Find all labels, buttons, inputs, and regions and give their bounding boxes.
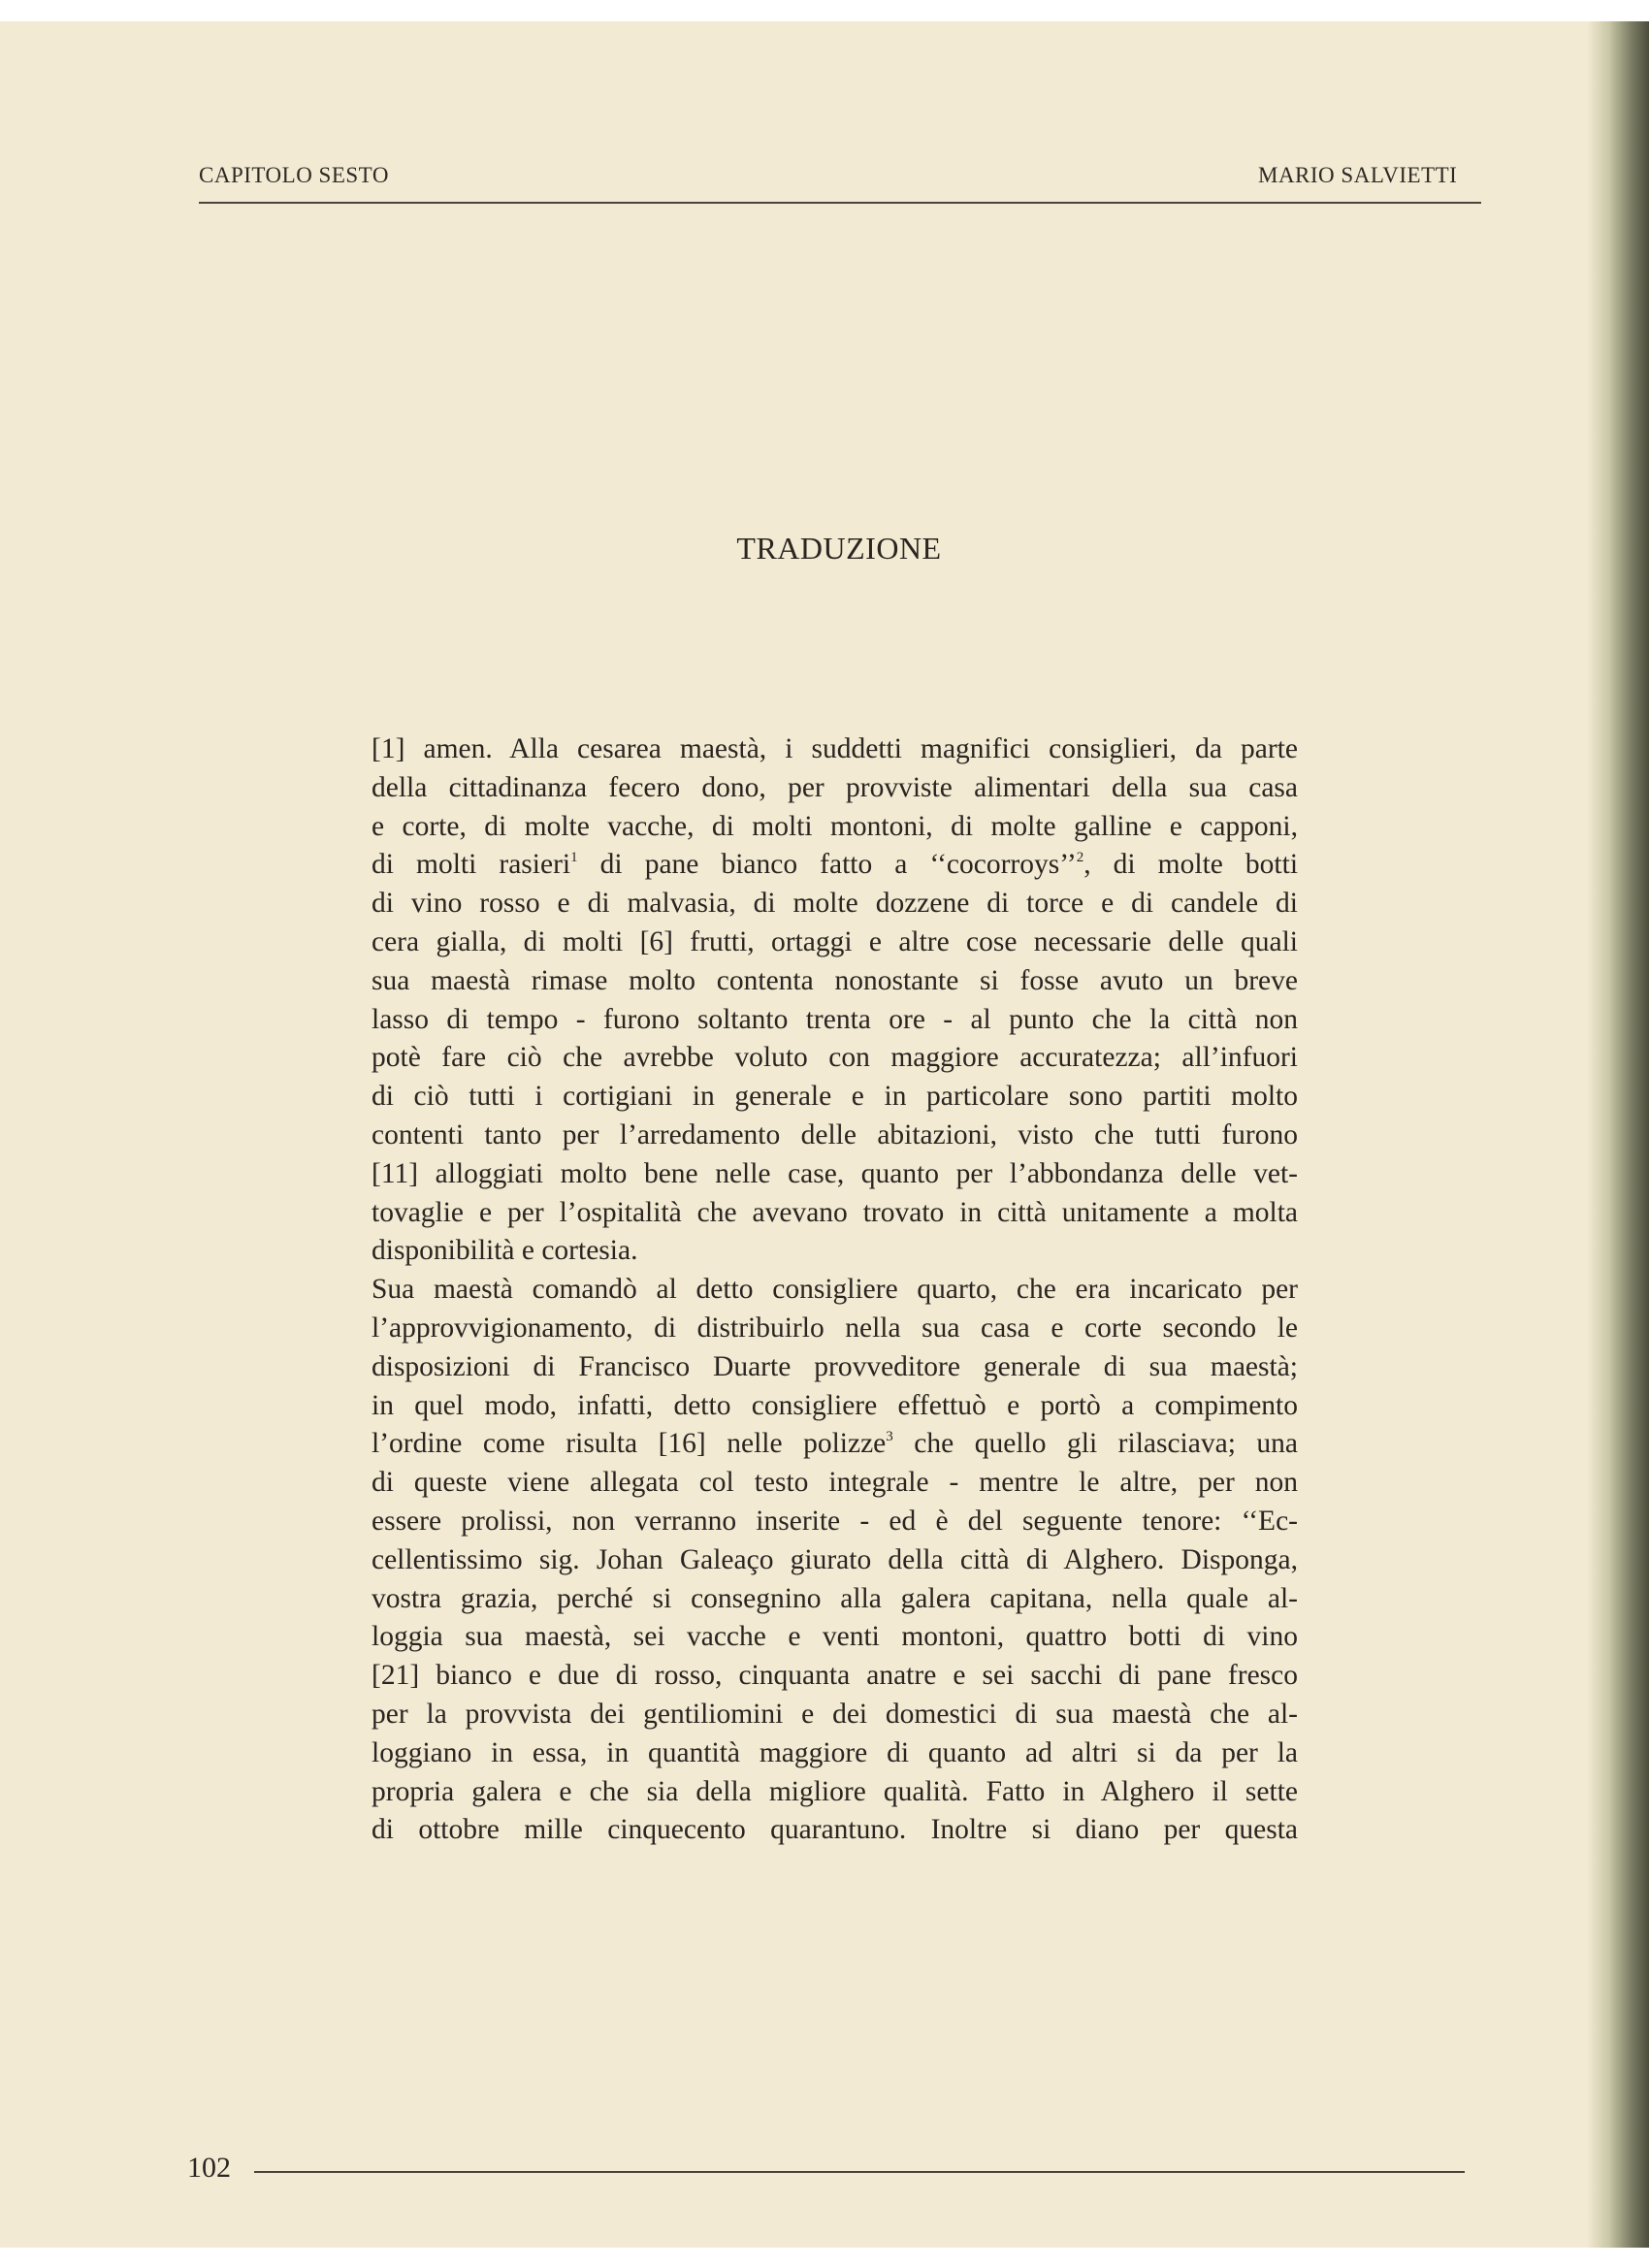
text-line: disposizioni di Francisco Duarte provveditore generale di sua maestà; <box>372 1350 1298 1382</box>
translation-body <box>372 730 1298 1850</box>
text-segment: che quello gli rilasciava; una <box>914 1428 1299 1460</box>
text-line: in quel modo, infatti, detto consigliere effettuò e portò a compimento <box>372 1389 1298 1421</box>
footnote-marker: 1 <box>570 850 578 866</box>
text-line: loggia sua maestà, sei vacche e venti montoni, quattro botti di vino <box>372 1621 1298 1653</box>
text-line: contenti tanto per l’arredamento delle abitazioni, visto che tutti furono <box>372 1118 1298 1150</box>
page-gutter-shadow <box>1587 21 1649 2248</box>
footnote-marker: 2 <box>1076 850 1084 866</box>
text-line: l’approvvigionamento, di distribuirlo nella sua casa e corte secondo le <box>372 1312 1298 1344</box>
text-line: cellentissimo sig. Johan Galeaço giurato della città di Alghero. Disponga, <box>372 1543 1298 1575</box>
text-line: disponibilità e cortesia. <box>372 1235 638 1267</box>
text-line: potè fare ciò che avrebbe voluto con maggiore accuratezza; all’infuori <box>372 1042 1298 1074</box>
text-line: vostra grazia, perché si consegnino alla galera capitana, nella quale al- <box>372 1582 1298 1614</box>
text-segment: l’ordine come risulta [16] nelle polizze <box>372 1428 887 1460</box>
text-line: Sua maestà comandò al detto consigliere quarto, che era incaricato per <box>372 1274 1298 1306</box>
text-line: di ottobre mille cinquecento quarantuno. Inoltre si diano per questa <box>372 1814 1298 1846</box>
text-line <box>372 1425 1298 1464</box>
text-line: di queste viene allegata col testo integrale - mentre le altre, per non <box>372 1467 1298 1499</box>
text-line: cera gialla, di molti [6] frutti, ortaggi e altre cose necessarie delle quali <box>372 925 1298 957</box>
text-line: della cittadinanza fecero dono, per provviste alimentari della sua casa <box>372 771 1298 803</box>
text-line <box>372 846 1298 885</box>
text-segment: di molti rasieri <box>372 849 571 881</box>
text-line: [1] amen. Alla cesarea maestà, i suddetti magnifici consiglieri, da parte <box>372 733 1298 764</box>
text-line: di vino rosso e di malvasia, di molte dozzene di torce e di candele di <box>372 888 1298 920</box>
text-line: essere prolissi, non verranno inserite - ed è del seguente tenore: ‘‘Ec- <box>372 1505 1298 1537</box>
footnote-marker: 3 <box>886 1429 893 1445</box>
text-line: lasso di tempo - furono soltanto trenta ore - al punto che la città non <box>372 1003 1298 1035</box>
text-line: sua maestà rimase molto contenta nonostante si fosse avuto un breve <box>372 964 1298 996</box>
footer-rule <box>254 2171 1465 2173</box>
text-line: [11] alloggiati molto bene nelle case, quanto per l’abbondanza delle vet- <box>372 1157 1298 1189</box>
text-line: [21] bianco e due di rosso, cinquanta anatre e sei sacchi di pane fresco <box>372 1660 1298 1692</box>
running-head-chapter: CAPITOLO SESTO <box>199 163 389 187</box>
text-line: propria galera e che sia della migliore qualità. Fatto in Alghero il sette <box>372 1775 1298 1807</box>
text-line: tovaglie e per l’ospitalità che avevano trovato in città unitamente a molta <box>372 1196 1298 1228</box>
page-number: 102 <box>187 2152 231 2184</box>
text-segment: , di molte botti <box>1083 849 1299 881</box>
text-line: per la provvista dei gentiliomini e dei domestici di sua maestà che al- <box>372 1698 1298 1730</box>
header-rule <box>199 202 1481 204</box>
section-title: TRADUZIONE <box>736 531 942 566</box>
running-head-author: MARIO SALVIETTI <box>1258 163 1458 187</box>
text-segment: di pane bianco fatto a ‘‘cocorroys’’ <box>599 849 1077 881</box>
text-line: e corte, di molte vacche, di molti montoni, di molte galline e capponi, <box>372 810 1298 842</box>
text-line: di ciò tutti i cortigiani in generale e in particolare sono partiti molto <box>372 1081 1298 1113</box>
text-line: loggiano in essa, in quantità maggiore di quanto ad altri si da per la <box>372 1736 1298 1768</box>
